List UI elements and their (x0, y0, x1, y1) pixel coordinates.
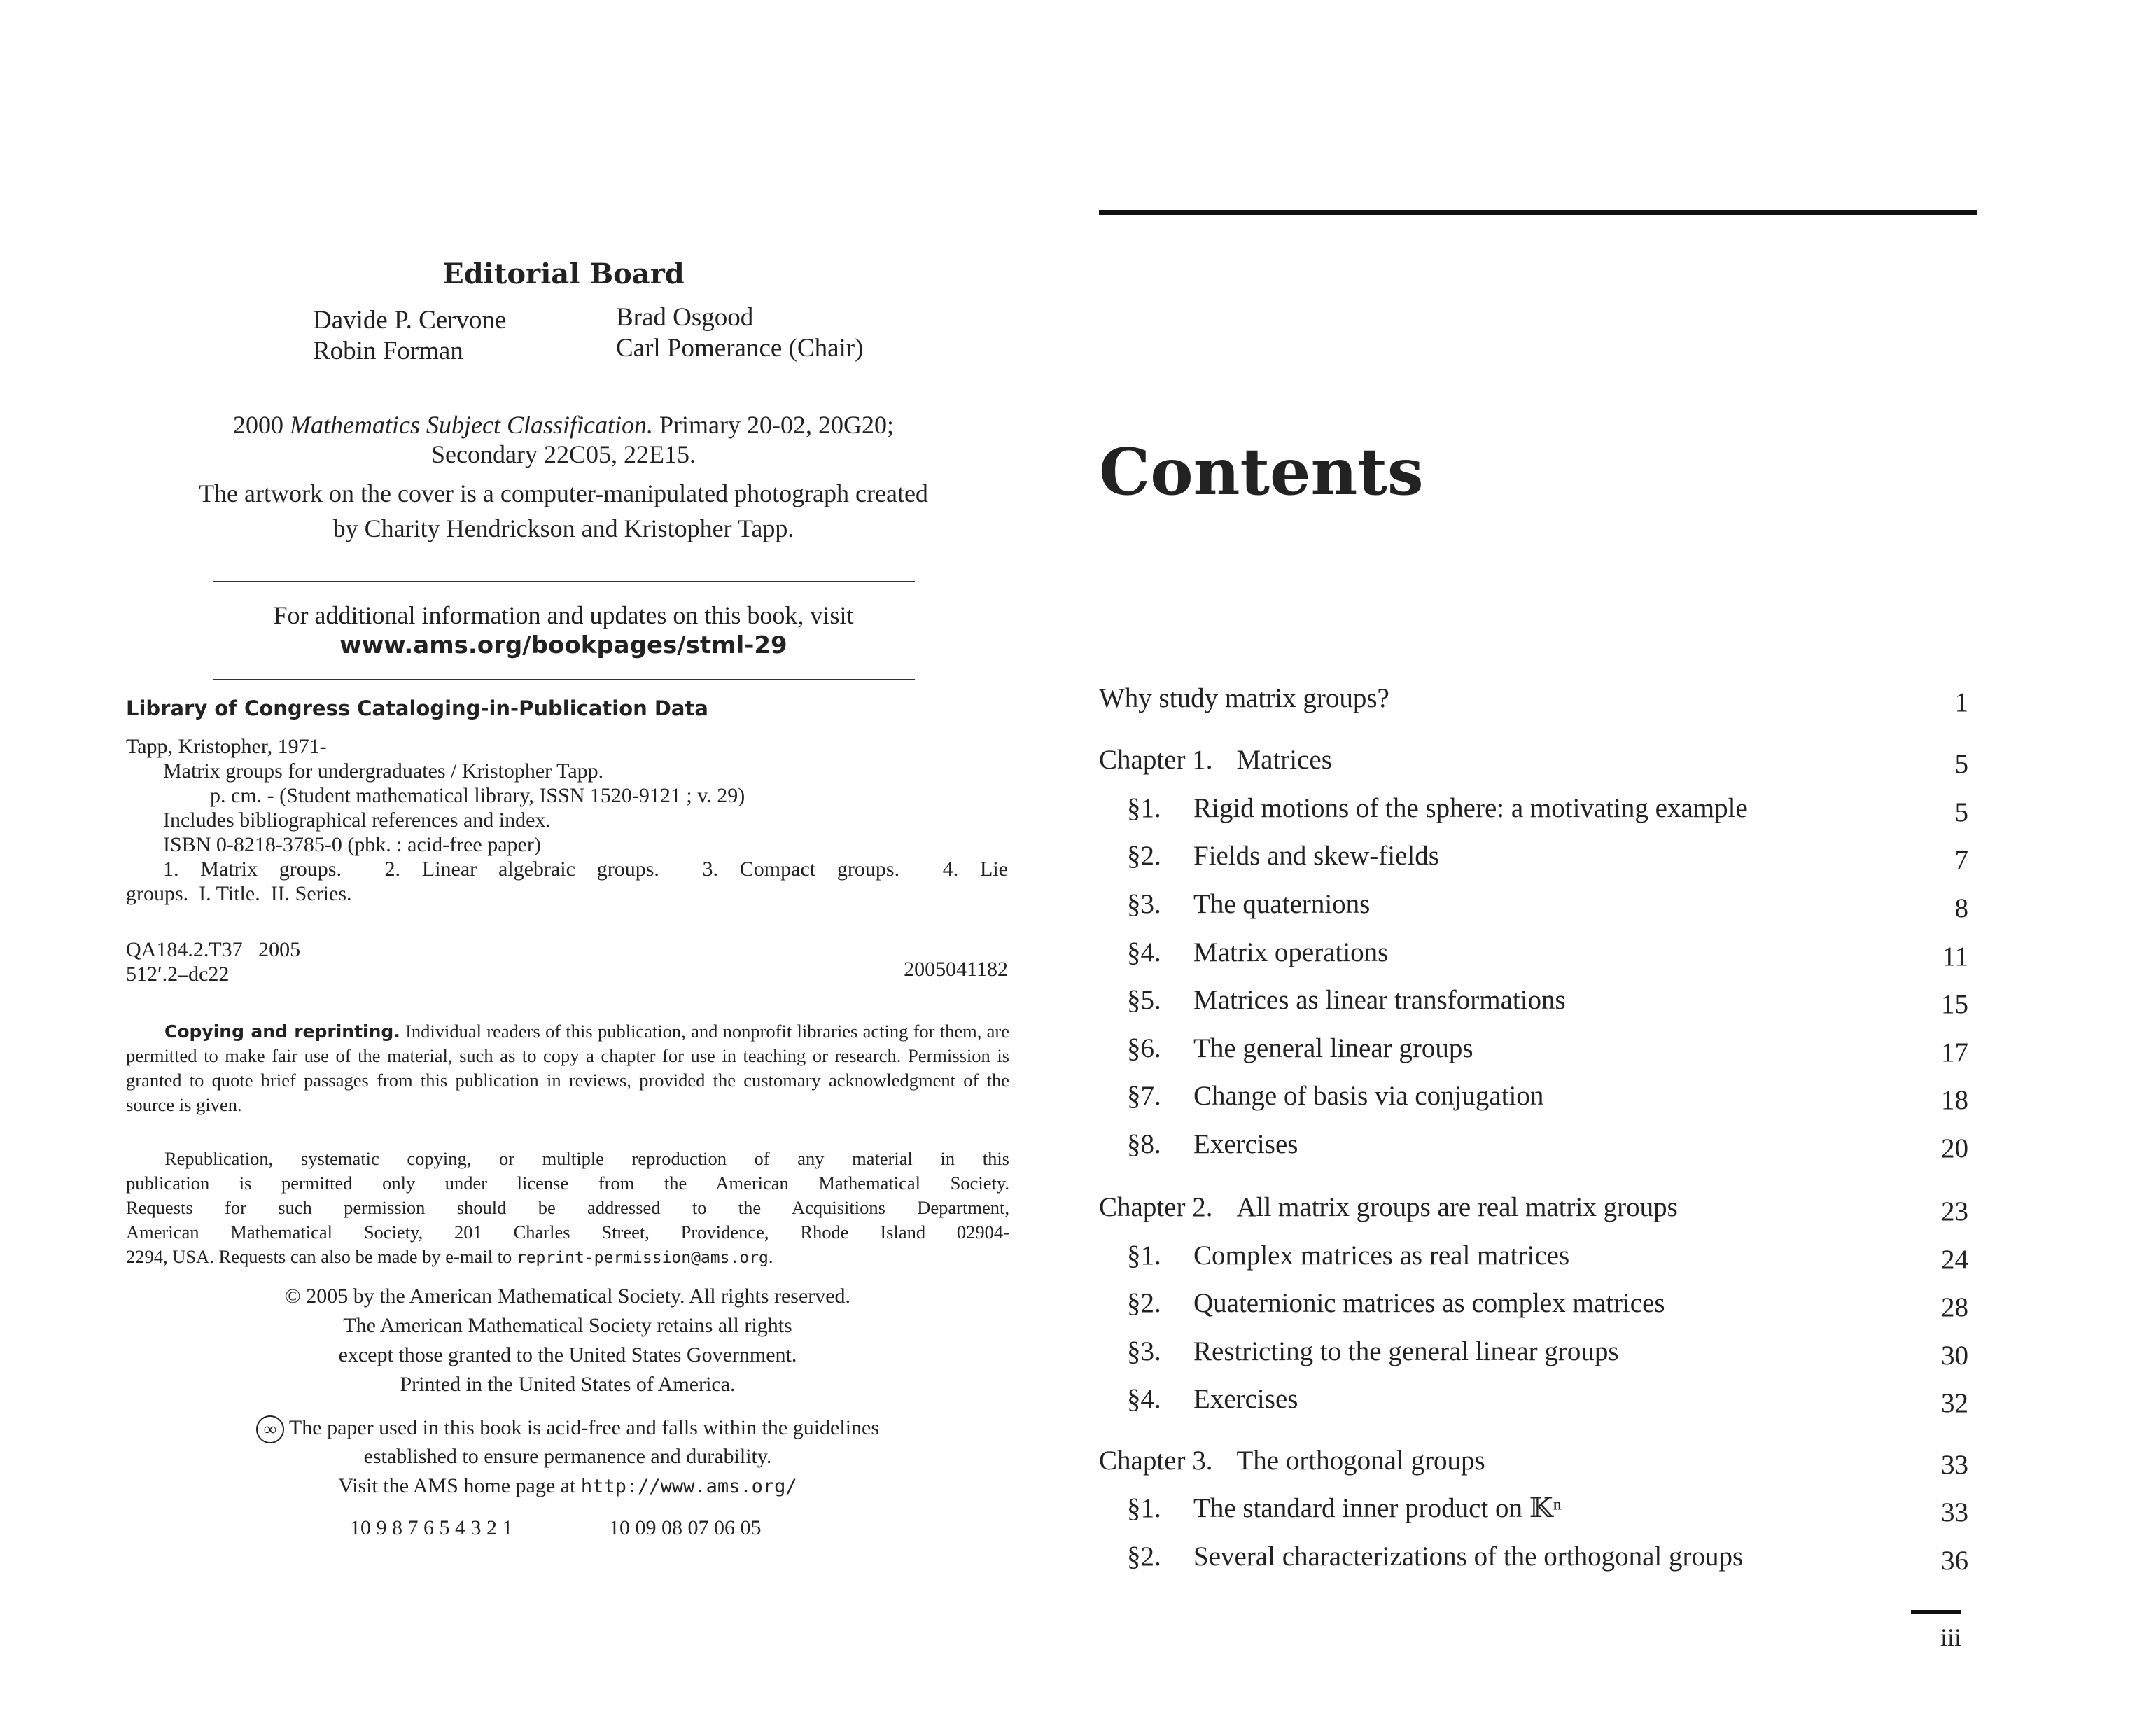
infinity-circle-icon: ∞ (256, 1415, 284, 1443)
toc-entry-page: 15 (1941, 989, 1968, 1019)
copying-text: Individual readers of this publication, and nonprofit libraries acting for them, are permitted to make fair use of the material, such as to copy a chapter for use in teaching or research. Permission is granted to quote brief passages from this publication in reviews, provided the customary acknowledgment of the source is given. (126, 1021, 1009, 1115)
top-rule (1099, 210, 1977, 215)
toc-section[interactable] (1099, 1541, 1968, 1576)
visit-text: Visit the AMS home page at (338, 1474, 576, 1497)
toc-section-title: Exercises (1194, 1384, 1298, 1414)
toc-section-number: §2. (1127, 841, 1161, 871)
msc-label: Mathematics Subject Classification. (290, 411, 653, 439)
toc-entry-page: 8 (1954, 893, 1968, 923)
toc-entry-page: 32 (1941, 1388, 1968, 1418)
cip-line: Matrix groups for undergraduates / Kristopher Tapp. (163, 760, 604, 783)
cip-line: groups. I. Title. II. Series. (126, 882, 352, 905)
call-number: QA184.2.T37 2005 (126, 938, 301, 961)
cip-line: 1. Matrix groups. 2. Linear algebraic groups. 3. Compact groups. 4. Lie (163, 858, 1008, 881)
toc-section[interactable] (1099, 937, 1968, 972)
toc-section-number: §3. (1127, 889, 1161, 919)
toc-section[interactable] (1099, 1032, 1968, 1068)
copyright-line: The American Mathematical Society retains all rights (343, 1314, 792, 1337)
printing-numbers: 10 9 8 7 6 5 4 3 2 1 (350, 1516, 513, 1539)
copyright-line: except those granted to the United States Government. (338, 1343, 797, 1366)
toc-section[interactable] (1099, 840, 1968, 875)
toc-section-number: §8. (1127, 1129, 1161, 1159)
toc-section[interactable] (1099, 1336, 1968, 1371)
toc-section-number: §2. (1127, 1288, 1161, 1318)
toc-section-number: §4. (1127, 937, 1161, 967)
toc-section[interactable] (1099, 1287, 1968, 1322)
paper-line (126, 1415, 1009, 1443)
toc-section-number: §5. (1127, 985, 1161, 1015)
board-member: Carl Pomerance (Chair) (616, 334, 864, 363)
republication-last-line: 2294, USA. Requests can also be made by e-mail to reprint-permission@ams.org. (126, 1246, 774, 1267)
toc-chapter-2[interactable] (1099, 1191, 1968, 1226)
folio-rule (1911, 1610, 1961, 1614)
paper-line: established to ensure permanence and durability. (363, 1445, 772, 1468)
toc-section-number: §2. (1127, 1541, 1161, 1572)
toc-section-title: Matrices as linear transformations (1194, 985, 1566, 1015)
toc-section-title: Exercises (1194, 1129, 1298, 1159)
toc-section[interactable] (1099, 1492, 1968, 1527)
visit-line (126, 1474, 1009, 1498)
toc-entry-page: 11 (1942, 941, 1968, 972)
divider (214, 679, 915, 680)
cip-line: p. cm. - (Student mathematical library, ISSN 1520-9121 ; v. 29) (210, 784, 746, 807)
toc-section-title: The quaternions (1194, 889, 1371, 919)
msc-year: 2000 (233, 411, 284, 439)
toc-entry-page: 5 (1954, 749, 1968, 779)
toc-section-title: Several characterizations of the orthogonal groups (1194, 1541, 1744, 1572)
copyright-line: © 2005 by the American Mathematical Society. All rights reserved. (284, 1284, 851, 1308)
toc-section[interactable] (1099, 1128, 1968, 1163)
toc-section-number: §7. (1127, 1081, 1161, 1111)
toc-chapter-prefix: Chapter 2. (1099, 1192, 1213, 1222)
board-member: Robin Forman (313, 337, 463, 365)
toc-entry-page: 24 (1941, 1245, 1968, 1275)
republication-line: American Mathematical Society, 201 Charles Street, Providence, Rhode Island 02904- (126, 1222, 1009, 1242)
toc-section[interactable] (1099, 1383, 1968, 1418)
info-line: For additional information and updates on this book, visit (273, 601, 854, 629)
toc-section-number: §4. (1127, 1384, 1161, 1414)
toc-section[interactable] (1099, 888, 1968, 923)
cip-title: Library of Congress Cataloging-in-Publication Data (126, 696, 708, 720)
toc-section-title: Rigid motions of the sphere: a motivating example (1194, 793, 1748, 823)
toc-chapter-title: All matrix groups are real matrix groups (1236, 1192, 1678, 1222)
toc-entry-page: 20 (1941, 1133, 1968, 1163)
toc-chapter-title: Matrices (1236, 745, 1332, 775)
toc-entry-label: Why study matrix groups? (1099, 683, 1390, 713)
toc-section-number: §1. (1127, 1493, 1161, 1523)
republication-line: publication is permitted only under license from the American Mathematical Society. (126, 1172, 1009, 1194)
cover-credit-line: by Charity Hendrickson and Kristopher Tapp. (332, 514, 794, 542)
toc-chapter-prefix: Chapter 1. (1099, 745, 1213, 775)
toc-section-number: §1. (1127, 793, 1161, 823)
dewey-number: 512′.2–dc22 (126, 962, 230, 986)
toc-chapter-1[interactable] (1099, 744, 1968, 779)
republication-line: Republication, systematic copying, or multiple reproduction of any material in this (164, 1148, 1009, 1169)
toc-entry-page: 23 (1941, 1196, 1968, 1226)
toc-entry-page: 17 (1941, 1037, 1968, 1068)
cip-line: ISBN 0-8218-3785-0 (pbk. : acid-free paper) (163, 833, 541, 856)
toc-section-title: The general linear groups (1194, 1033, 1474, 1063)
toc-section-title: Fields and skew-fields (1194, 841, 1439, 871)
cover-credit-line: The artwork on the cover is a computer-manipulated photograph created (199, 479, 928, 507)
toc-entry-page: 7 (1954, 845, 1968, 875)
toc-entry-page: 30 (1941, 1340, 1968, 1371)
cip-line: Tapp, Kristopher, 1971- (126, 735, 327, 758)
toc-section-title: The standard inner product on 𝕂ⁿ (1194, 1493, 1562, 1523)
paper-text: The paper used in this book is acid-free and falls within the guidelines (288, 1415, 880, 1439)
toc-entry-page: 33 (1941, 1450, 1968, 1480)
toc-entry-page: 5 (1954, 797, 1968, 827)
republication-line: Requests for such permission should be addressed to the Acquisitions Department, (126, 1197, 1009, 1218)
toc-section[interactable] (1099, 1080, 1968, 1115)
board-member: Brad Osgood (616, 303, 754, 332)
toc-section-number: §6. (1127, 1033, 1161, 1063)
board-member: Davide P. Cervone (313, 306, 507, 335)
msc-primary: Primary 20-02, 20G20; (659, 411, 894, 439)
toc-chapter-3[interactable] (1099, 1445, 1968, 1480)
toc-entry-page: 36 (1941, 1546, 1968, 1576)
toc-section-number: §1. (1127, 1240, 1161, 1270)
toc-section-title: Quaternionic matrices as complex matrices (1194, 1288, 1665, 1318)
cip-line: Includes bibliographical references and index. (163, 808, 551, 832)
toc-section[interactable] (1099, 792, 1968, 827)
divider (214, 581, 915, 582)
printing-years: 10 09 08 07 06 05 (609, 1516, 762, 1539)
copying-heading: Copying and reprinting. (164, 1021, 400, 1042)
copyright-line: Printed in the United States of America. (400, 1373, 736, 1396)
toc-entry-page: 28 (1941, 1292, 1968, 1322)
toc-section-title: Change of basis via conjugation (1194, 1081, 1544, 1111)
msc-line (105, 410, 1022, 440)
toc-section[interactable] (1099, 1240, 1968, 1275)
toc-section-title: Complex matrices as real matrices (1194, 1240, 1570, 1270)
toc-section-title: Restricting to the general linear groups (1194, 1336, 1619, 1366)
lccn-number: 2005041182 (904, 958, 1008, 981)
ams-url: http://www.ams.org/ (580, 1476, 797, 1497)
book-url: www.ams.org/bookpages/stml-29 (340, 631, 788, 659)
page-folio: iii (1940, 1623, 1961, 1651)
msc-secondary: Secondary 22C05, 22E15. (431, 440, 696, 468)
toc-entry-page: 1 (1954, 687, 1968, 718)
toc-entry-page: 18 (1941, 1085, 1968, 1115)
toc-entry-front[interactable] (1099, 682, 1968, 718)
toc-entry-page: 33 (1941, 1497, 1968, 1527)
reprint-email: reprint-permission@ams.org (516, 1249, 769, 1267)
republication-text: 2294, USA. Requests can also be made by e-mail to (126, 1246, 512, 1267)
copying-paragraph (126, 1019, 1009, 1117)
toc-section-number: §3. (1127, 1336, 1161, 1366)
toc-section-title: Matrix operations (1194, 937, 1389, 967)
editorial-board-title: Editorial Board (442, 258, 685, 290)
contents-title: Contents (1099, 434, 1424, 510)
toc-chapter-prefix: Chapter 3. (1099, 1446, 1213, 1476)
toc-section[interactable] (1099, 984, 1968, 1019)
toc-chapter-title: The orthogonal groups (1236, 1446, 1485, 1476)
